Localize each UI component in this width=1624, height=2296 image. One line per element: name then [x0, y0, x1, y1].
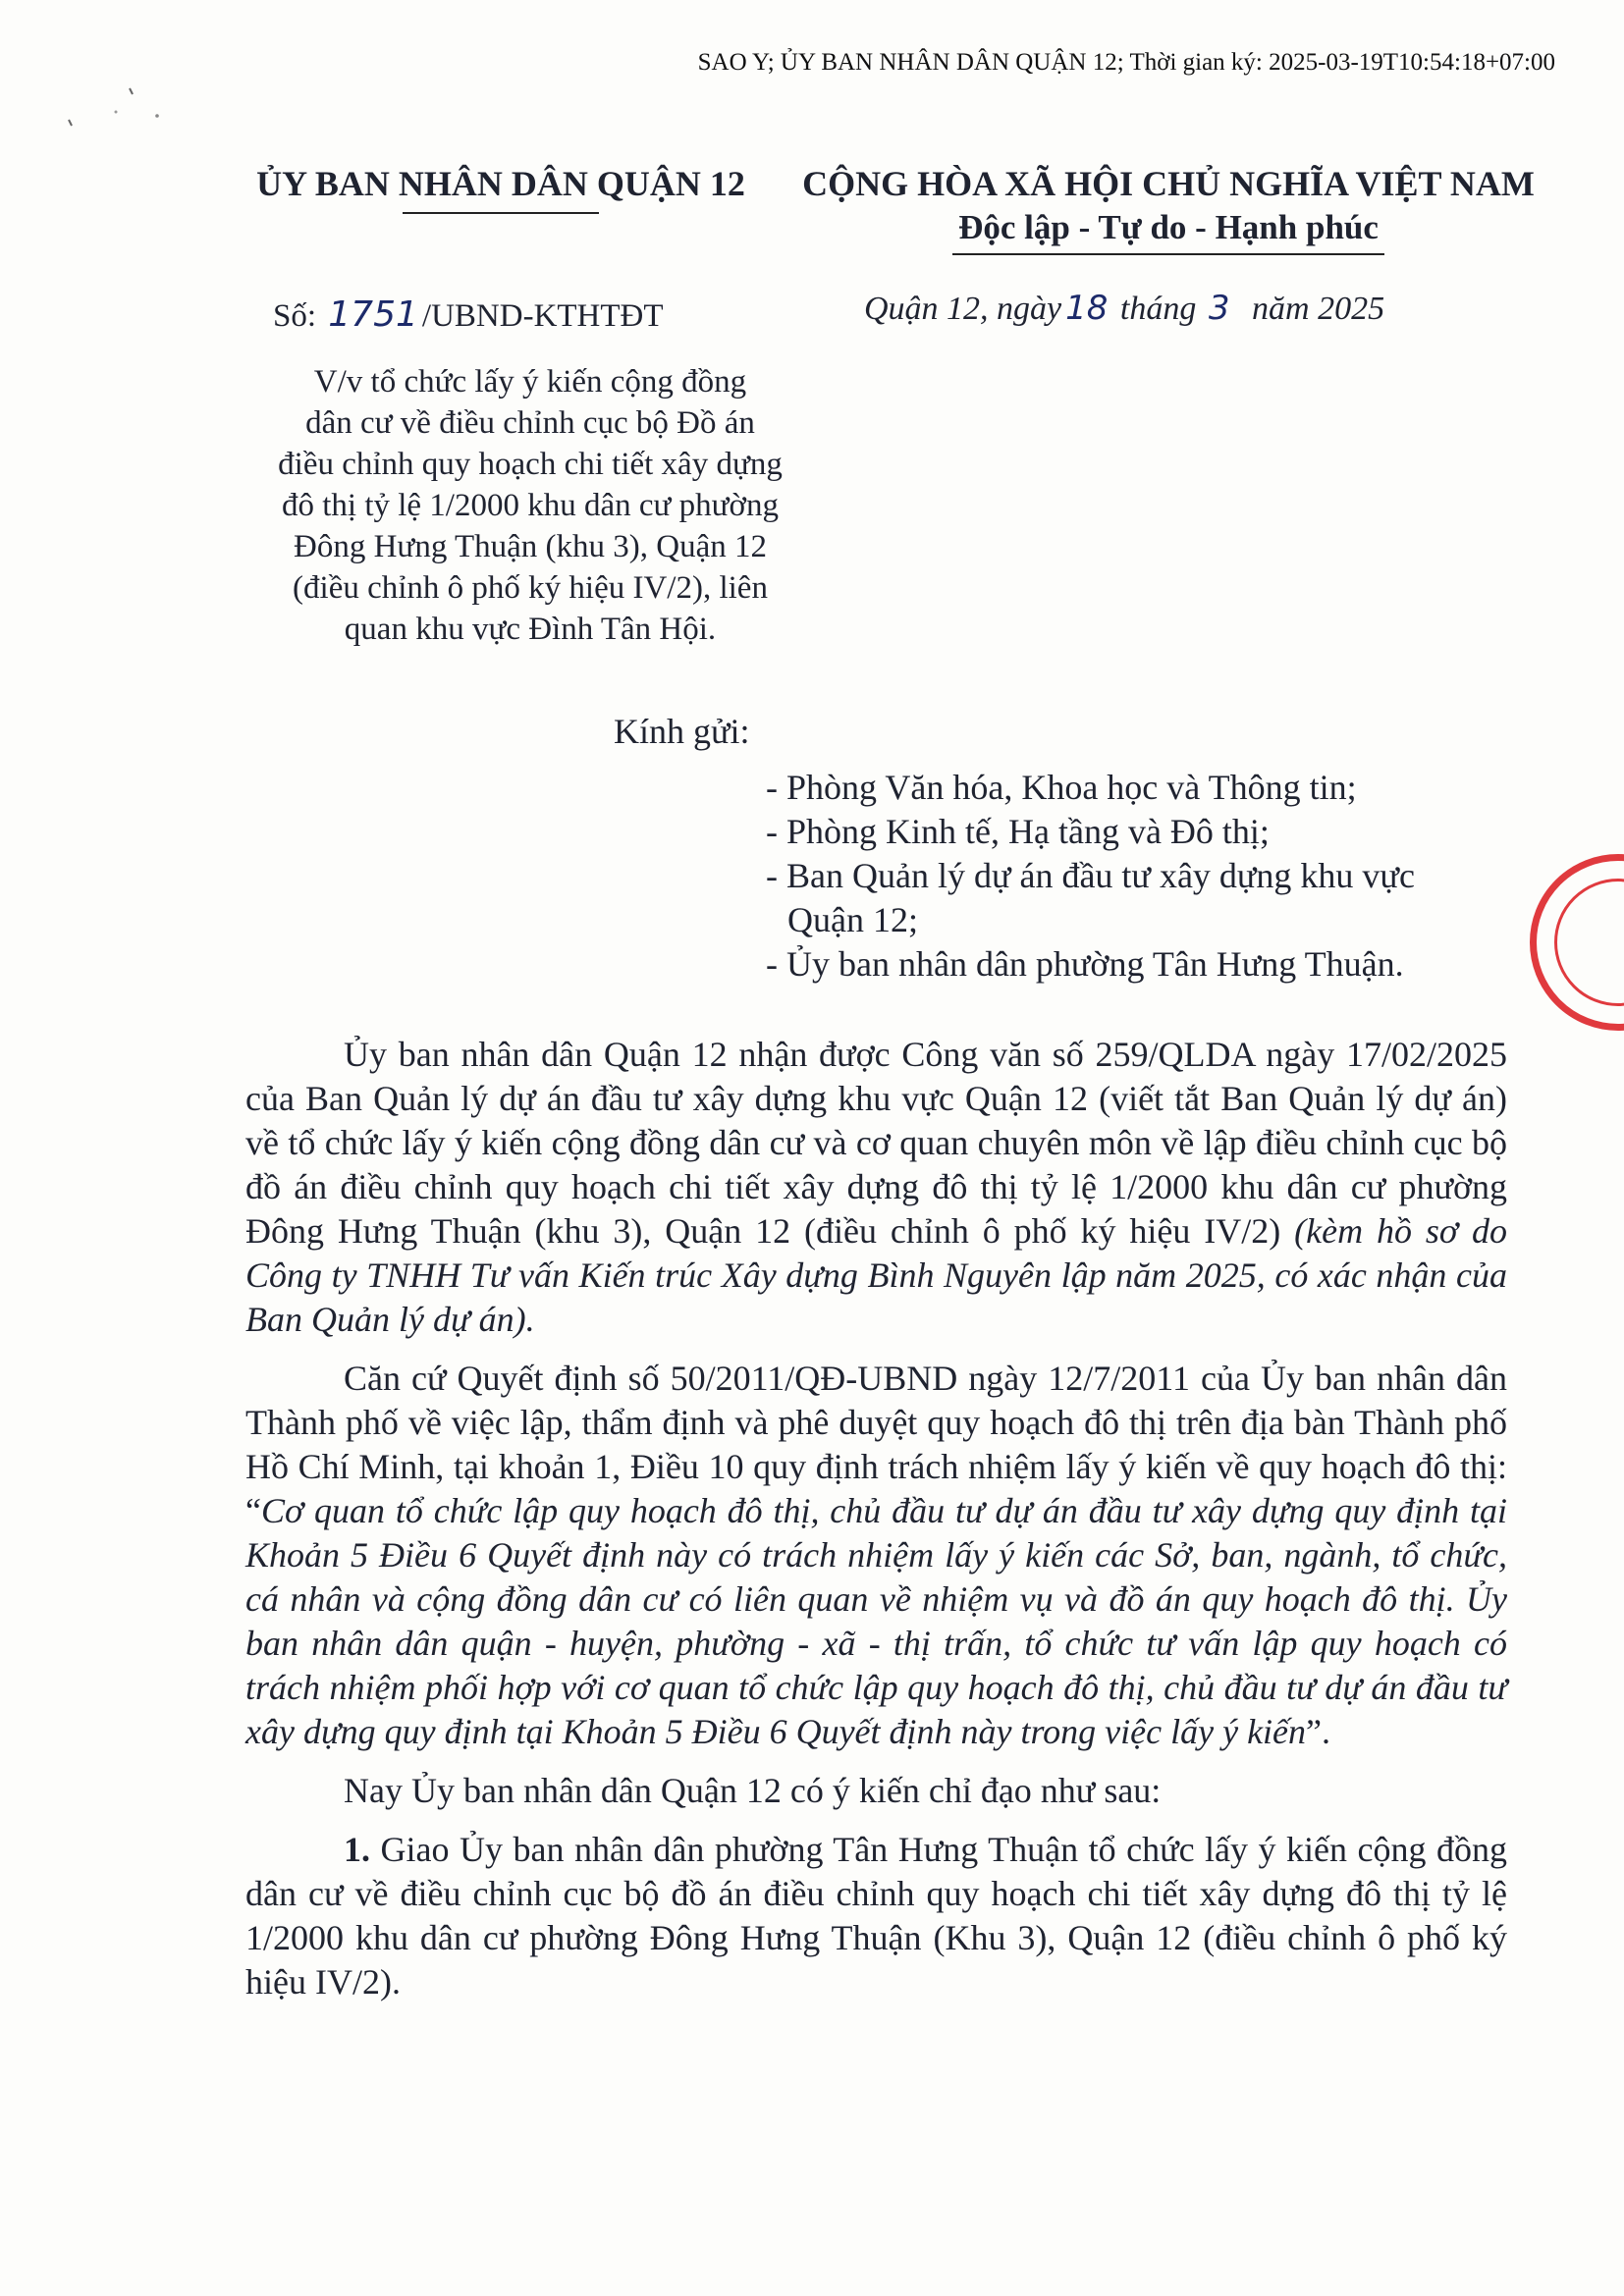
date-day-handwritten: 18: [1065, 289, 1109, 328]
doc-number-suffix: /UBND-KTHTĐT: [421, 298, 664, 334]
scan-speck-marks: [59, 79, 177, 137]
seal-inner-ring: [1554, 879, 1624, 1006]
body-paragraph-3: Nay Ủy ban nhân dân Quận 12 có ý kiến chỉ đạo như sau:: [344, 1771, 1162, 1810]
digital-signature-watermark: SAO Y; ỦY BAN NHÂN DÂN QUẬN 12; Thời gian ký: 2025-03-19T10:54:18+07:00: [697, 49, 1555, 76]
date-year: năm 2025: [1252, 291, 1385, 327]
document-date: [864, 289, 1384, 328]
recipient-item-continued: Quận 12;: [787, 900, 918, 939]
date-month-label: tháng: [1119, 291, 1197, 327]
motto-underline: [952, 253, 1384, 255]
document-body: [245, 1033, 1507, 2019]
body-paragraph-4: [245, 1828, 1507, 2004]
recipient-item: - Phòng Văn hóa, Khoa học và Thông tin;: [766, 768, 1357, 807]
recipients-list: [766, 766, 1512, 987]
subject-line: quan khu vực Đình Tân Hội.: [344, 612, 717, 647]
recipient-item: - Ủy ban nhân dân phường Tân Hưng Thuận.: [766, 944, 1404, 984]
subject-line: điều chỉnh quy hoạch chi tiết xây dựng: [278, 447, 783, 482]
recipient-item: - Ban Quản lý dự án đầu tư xây dựng khu vực: [766, 856, 1415, 895]
recipient-item: - Phòng Kinh tế, Hạ tầng và Đô thị;: [766, 812, 1270, 851]
paragraph-text: Căn cứ Quyết định số 50/2011/QĐ-UBND ngày 12/7/2011 của Ủy ban nhân dân Thành phố về việc lập, thẩm định và phê duyệt quy hoạch đô thị trên địa bàn Thành phố Hồ Chí Minh, tại khoản 1, Điều 10 quy định trách nhiệm lấy ý kiến về quy hoạch đô thị: “: [245, 1359, 1507, 1530]
nation-name: CỘNG HÒA XÃ HỘI CHỦ NGHĨA VIỆT NAM: [802, 164, 1535, 203]
subject-line: dân cư về điều chỉnh cục bộ Đồ án: [305, 405, 755, 441]
agency-name: ỦY BAN NHÂN DÂN QUẬN 12: [256, 164, 745, 203]
subject-line: (điều chỉnh ô phố ký hiệu IV/2), liên: [293, 570, 768, 606]
doc-number-label: Số:: [273, 298, 317, 334]
paragraph-text: Ủy ban nhân dân Quận 12 nhận được Công văn số 259/QLDA ngày 17/02/2025 của Ban Quản lý dự án đầu tư xây dựng khu vực Quận 12 (viết tắt Ban Quản lý dự án) về tổ chức lấy ý kiến cộng đồng dân cư và cơ quan chuyên môn về lập điều chỉnh cục bộ đồ án điều chỉnh quy hoạch chi tiết xây dựng đô thị tỷ lệ 1/2000 khu dân cư phường Đông Hưng Thuận (khu 3), Quận 12 (điều chỉnh ô phố ký hiệu IV/2): [245, 1035, 1507, 1251]
official-seal-stamp: [1530, 854, 1624, 1031]
date-month-handwritten: 3: [1208, 289, 1230, 328]
paragraph-italic: (kèm hồ sơ do Công ty TNHH Tư vấn Kiến trúc Xây dựng Bình Nguyên lập năm 2025, có xác nhận của Ban Quản lý dự án).: [245, 1211, 1507, 1339]
body-paragraph-2: [245, 1357, 1507, 1754]
subject-line: Đông Hưng Thuận (khu 3), Quận 12: [294, 529, 767, 564]
subject-line: V/v tổ chức lấy ý kiến cộng đồng: [313, 364, 747, 400]
subject-line: đô thị tỷ lệ 1/2000 khu dân cư phường: [281, 488, 779, 523]
doc-number-handwritten: 1751: [328, 294, 418, 335]
national-motto: Độc lập - Tự do - Hạnh phúc: [958, 208, 1379, 246]
document-number: [273, 294, 664, 335]
quoted-regulation: Cơ quan tổ chức lập quy hoạch đô thị, chủ đầu tư dự án đầu tư xây dựng quy định tại Khoản 5 Điều 6 Quyết định này có trách nhiệm lấy ý kiến các Sở, ban, ngành, tổ chức, cá nhân và cộng đồng dân cư có liên quan về nhiệm vụ và đồ án quy hoạch đô thị. Ủy ban nhân dân quận - huyện, phường - xã - thị trấn, tổ chức tư vấn lập quy hoạch có trách nhiệm phối hợp với cơ quan tổ chức lập quy hoạch đô thị, chủ đầu tư dự án đầu tư xây dựng quy định tại Khoản 5 Điều 6 Quyết định này trong việc lấy ý kiến: [245, 1491, 1507, 1751]
paragraph-text: Giao Ủy ban nhân dân phường Tân Hưng Thuận tổ chức lấy ý kiến cộng đồng dân cư về điều chỉnh cục bộ đồ án điều chỉnh quy hoạch chi tiết xây dựng đô thị tỷ lệ 1/2000 khu dân cư phường Đông Hưng Thuận (Khu 3), Quận 12 (điều chỉnh ô phố ký hiệu IV/2).: [245, 1830, 1507, 2002]
date-prefix: Quận 12, ngày: [864, 291, 1062, 327]
item-number: 1.: [344, 1830, 370, 1869]
document-subject: [236, 361, 825, 650]
body-paragraph-1: [245, 1033, 1507, 1342]
recipients-title: Kính gửi:: [614, 712, 750, 751]
quote-end: ”.: [1306, 1712, 1331, 1751]
agency-underline: [403, 212, 599, 214]
issuing-agency: [245, 163, 756, 214]
national-header: [785, 163, 1551, 255]
